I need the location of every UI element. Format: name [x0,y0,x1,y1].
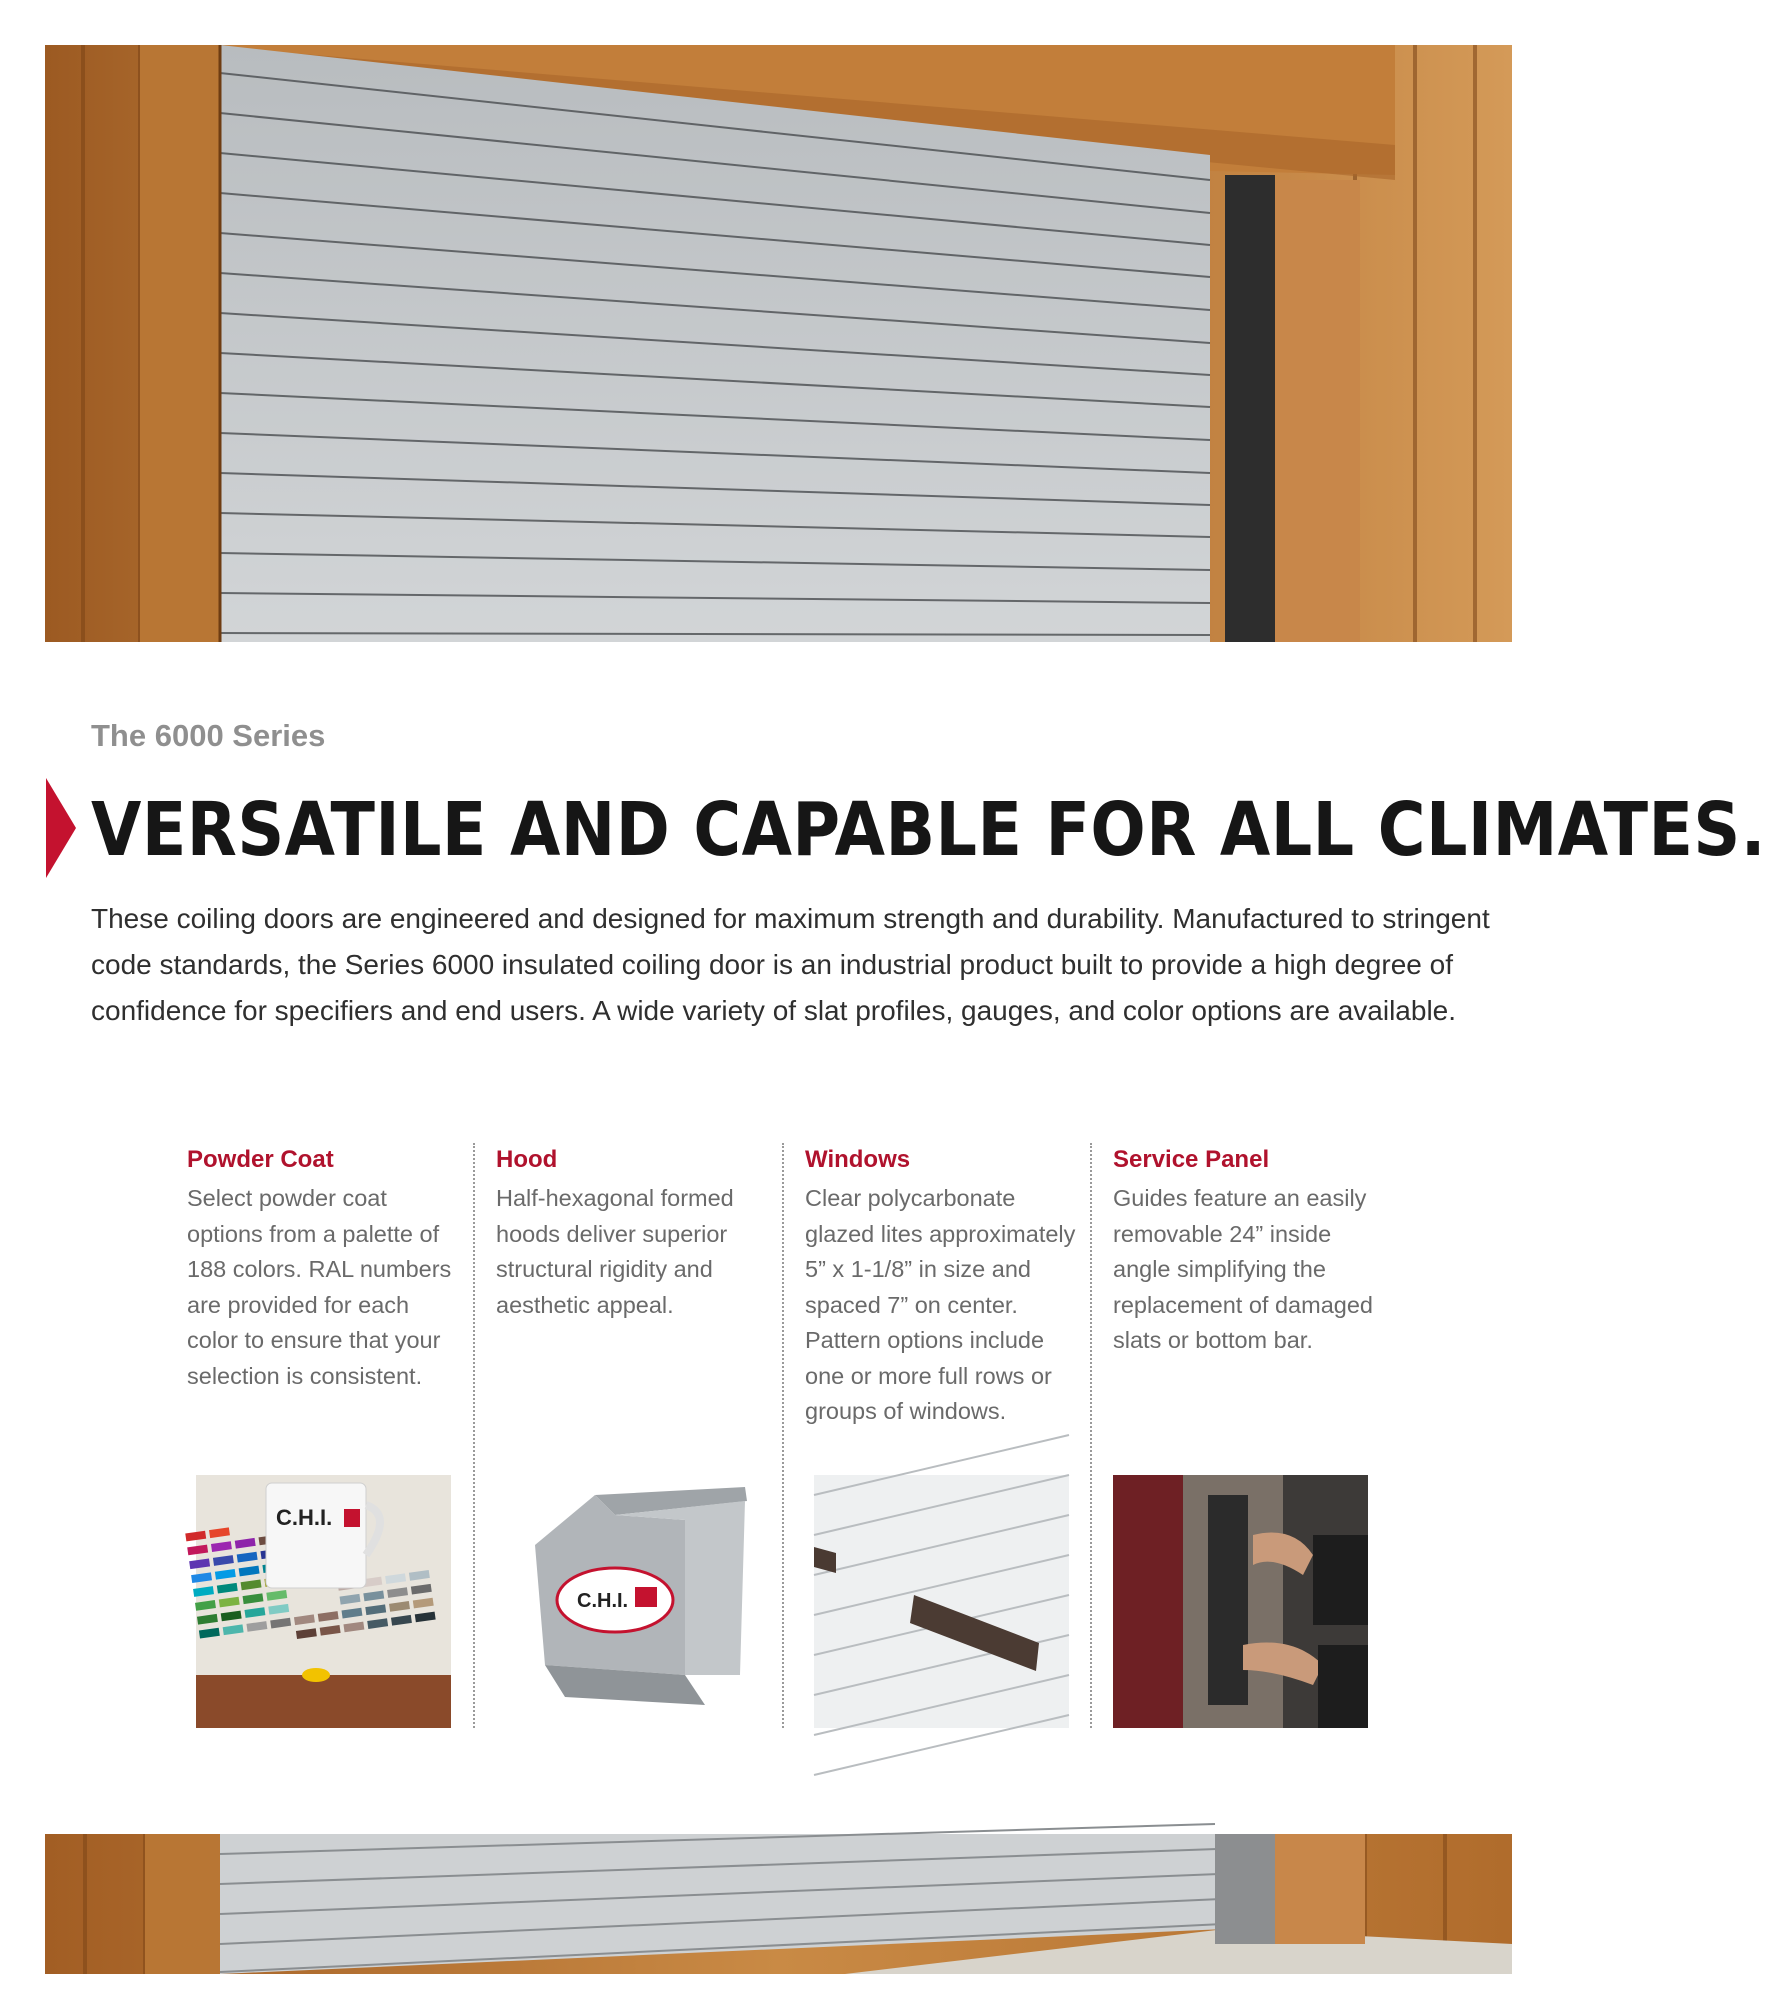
feature-powder-coat [187,1143,462,1394]
hero-illustration [45,45,1512,642]
hood-illustration [505,1475,760,1728]
footer-door-photo [45,1834,1512,1974]
feature-body: Half-hexagonal formed hoods deliver superior structural rigidity and aesthetic appeal. [496,1185,734,1318]
feature-service-panel [1113,1143,1388,1359]
feature-title: Windows [805,1146,911,1173]
window-slats-illustration [814,1475,1069,1728]
hood-product-photo [505,1475,760,1728]
hood-logo-text: C.H.I. [577,1590,629,1612]
page-headline: VERSATILE AND CAPABLE FOR ALL CLIMATES. [91,787,1766,873]
feature-title: Powder Coat [187,1146,334,1173]
service-panel-illustration [1113,1475,1368,1728]
service-panel-photo [1113,1475,1368,1728]
feature-hood [496,1143,771,1323]
hero-door-photo [45,45,1512,642]
column-divider [1090,1143,1092,1728]
intro-paragraph: These coiling doors are engineered and designed for maximum strength and durability. Manufactured to stringent code standards, the Series 6000 insulated coiling door is an industrial product built to provide a high degree of confidence for specifiers and end users. A wide variety of slat profiles, gauges, and color options are available. [91,903,1490,1026]
feature-body: Select powder coat options from a palette of 188 colors. RAL numbers are provided for each color to ensure that your selection is consistent. [187,1185,452,1389]
series-label: The 6000 Series [91,718,326,753]
feature-title: Hood [496,1146,558,1173]
powder-coat-swatch-photo [196,1475,451,1728]
feature-title: Service Panel [1113,1146,1270,1173]
footer-illustration [45,1834,1512,1974]
window-slats-photo [814,1475,1069,1728]
column-divider [782,1143,784,1728]
feature-body: Clear polycarbonate glazed lites approximately 5” x 1-1/8” in size and spaced 7” on center. Pattern options include one or more full rows or groups of windows. [805,1185,1076,1424]
mug-logo-text: C.H.I. [276,1505,333,1530]
red-arrow-marker-icon [46,778,76,878]
feature-body: Guides feature an easily removable 24” inside angle simplifying the replacement of damaged slats or bottom bar. [1113,1185,1373,1353]
feature-windows [805,1143,1080,1430]
color-swatch-illustration [196,1475,451,1728]
column-divider [473,1143,475,1728]
